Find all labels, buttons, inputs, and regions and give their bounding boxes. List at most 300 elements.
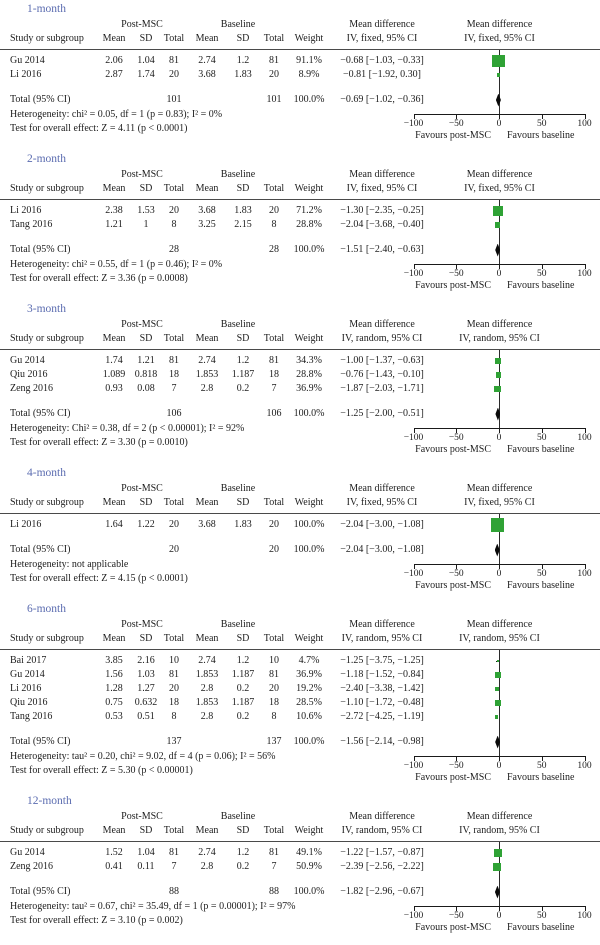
table-header-groups [10, 18, 438, 32]
baseline-sd [226, 543, 260, 557]
study-name: Qiu 2016 [10, 697, 48, 708]
baseline-total: 10 [269, 655, 279, 666]
group-label-baseline: Baseline [220, 19, 256, 30]
group-label-post-msc: Post-MSC [121, 319, 163, 330]
study-name: Total (95% CI) [10, 408, 71, 419]
column-header-study: Study or subgroup [10, 497, 84, 508]
overall-effect-note: Test for overall effect: Z = 4.11 (p < 0.0001) [10, 123, 188, 134]
column-header-sd1: SD [139, 497, 153, 508]
weight-value: 28.5% [296, 697, 322, 708]
baseline-mean: 2.8 [200, 861, 214, 872]
study-name: Gu 2014 [10, 355, 45, 366]
axis-tick-label: 100 [577, 433, 592, 443]
total-row [10, 885, 438, 899]
post-msc-mean: 1.64 [105, 519, 123, 530]
baseline-total: 7 [271, 383, 277, 394]
axis-tick-label: 50 [537, 269, 547, 279]
baseline-mean: 2.8 [200, 683, 214, 694]
forest-panel-3-month [0, 303, 600, 467]
column-header-mean2: Mean [195, 633, 219, 644]
baseline-total: 101 [266, 94, 282, 105]
favours-right-label: Favours baseline [507, 580, 575, 591]
plot-header-line1: Mean difference [466, 619, 533, 630]
heterogeneity-note: Heterogeneity: tau² = 0.20, chi² = 9.02, df = 4 (p = 0.06); I² = 56% [10, 751, 276, 762]
axis-tick-label: −100 [403, 269, 424, 279]
column-header-sd2: SD [236, 633, 250, 644]
mean-difference-ci: −2.40 [−3.38, −1.42] [340, 683, 424, 694]
study-row [10, 218, 438, 232]
axis-tick-label: −50 [448, 761, 464, 771]
post-msc-total: 81 [169, 55, 179, 66]
post-msc-total: 18 [169, 697, 179, 708]
group-label-post-msc: Post-MSC [121, 19, 163, 30]
post-msc-mean [96, 93, 132, 107]
study-name: Zeng 2016 [10, 383, 54, 394]
header-divider-line [0, 199, 600, 200]
baseline-mean: 2.74 [198, 847, 216, 858]
weight-value: 100.0% [293, 94, 325, 105]
weight-value: 10.6% [296, 711, 322, 722]
baseline-mean: 2.8 [200, 383, 214, 394]
post-msc-total: 8 [171, 711, 177, 722]
plot-header-line2: IV, fixed, 95% CI [464, 183, 535, 194]
table-header-columns [10, 824, 438, 838]
study-row [10, 382, 438, 396]
study-name: Gu 2014 [10, 55, 45, 66]
column-header-sd2: SD [236, 333, 250, 344]
study-name: Zeng 2016 [10, 861, 54, 872]
column-header-total1: Total [163, 497, 185, 508]
column-header-total2: Total [263, 497, 285, 508]
table-header-columns [10, 182, 438, 196]
group-label-baseline: Baseline [220, 619, 256, 630]
panel-heading: 3-month [27, 303, 66, 315]
group-label-post-msc: Post-MSC [121, 619, 163, 630]
baseline-total: 137 [266, 736, 282, 747]
group-label-baseline: Baseline [220, 483, 256, 494]
mean-difference-ci: −1.00 [−1.37, −0.63] [340, 355, 424, 366]
post-msc-sd: 0.818 [134, 369, 158, 380]
heterogeneity-note: Heterogeneity: chi² = 0.05, df = 1 (p = 0.83); I² = 0% [10, 109, 223, 120]
favours-left-label: Favours post-MSC [415, 444, 491, 455]
baseline-mean: 1.853 [195, 697, 219, 708]
plot-header-line2: IV, random, 95% CI [459, 333, 540, 344]
table-header-groups [10, 618, 438, 632]
baseline-mean: 3.68 [198, 205, 216, 216]
baseline-sd: 1.83 [234, 205, 252, 216]
table-header-groups [10, 482, 438, 496]
weight-value: 28.8% [296, 219, 322, 230]
baseline-mean: 1.853 [195, 369, 219, 380]
effect-size-square [493, 863, 501, 871]
baseline-total: 106 [266, 408, 282, 419]
post-msc-mean: 0.53 [105, 711, 123, 722]
column-header-study: Study or subgroup [10, 633, 84, 644]
post-msc-sd [132, 243, 160, 257]
panel-heading: 6-month [27, 603, 66, 615]
column-header-mean1: Mean [102, 183, 126, 194]
axis-tick-label: 50 [537, 119, 547, 129]
post-msc-total: 81 [169, 355, 179, 366]
column-header-sd1: SD [139, 333, 153, 344]
panel-heading: 4-month [27, 467, 66, 479]
panel-heading: 1-month [27, 3, 66, 15]
column-header-total2: Total [263, 183, 285, 194]
baseline-total: 18 [269, 369, 279, 380]
forest-panel-12-month [0, 795, 600, 945]
axis-tick-label: −50 [448, 911, 464, 921]
header-divider-line [0, 649, 600, 650]
baseline-mean [188, 735, 226, 749]
baseline-mean [188, 885, 226, 899]
column-header-study: Study or subgroup [10, 183, 84, 194]
column-header-total1: Total [163, 633, 185, 644]
axis-tick-label: 0 [496, 911, 502, 921]
study-name: Total (95% CI) [10, 94, 71, 105]
heterogeneity-note: Heterogeneity: chi² = 0.55, df = 1 (p = 0.46); I² = 0% [10, 259, 223, 270]
axis-tick-label: 100 [577, 911, 592, 921]
mean-difference-ci: −2.04 [−3.00, −1.08] [340, 519, 424, 530]
baseline-total: 28 [269, 244, 279, 255]
heterogeneity-note: Heterogeneity: not applicable [10, 559, 129, 570]
effect-size-square [492, 55, 504, 67]
column-header-total2: Total [263, 33, 285, 44]
mean-difference-ci: −1.18 [−1.52, −0.84] [340, 669, 424, 680]
baseline-mean: 3.25 [198, 219, 216, 230]
baseline-mean [188, 243, 226, 257]
total-row [10, 735, 438, 749]
axis-tick-label: −100 [403, 761, 424, 771]
effect-size-square [491, 518, 505, 532]
study-name: Gu 2014 [10, 847, 45, 858]
mean-difference-ci: −1.51 [−2.40, −0.63] [340, 244, 424, 255]
total-row [10, 93, 438, 107]
column-header-study: Study or subgroup [10, 825, 84, 836]
effect-size-square [494, 386, 500, 392]
axis-tick-label: 100 [577, 119, 592, 129]
baseline-total: 8 [271, 219, 277, 230]
baseline-sd [226, 885, 260, 899]
post-msc-mean: 0.75 [105, 697, 123, 708]
column-header-sd2: SD [236, 183, 250, 194]
favours-right-label: Favours baseline [507, 444, 575, 455]
mean-difference-ci: −1.25 [−2.00, −0.51] [340, 408, 424, 419]
column-header-effect-model: IV, random, 95% CI [341, 825, 423, 836]
favours-right-label: Favours baseline [507, 280, 575, 291]
column-header-mean-difference: Mean difference [349, 619, 415, 630]
study-row [10, 846, 438, 860]
study-row [10, 860, 438, 874]
plot-header-line2: IV, fixed, 95% CI [464, 33, 535, 44]
post-msc-mean: 1.28 [105, 683, 123, 694]
weight-value: 100.0% [293, 408, 325, 419]
column-header-mean1: Mean [102, 825, 126, 836]
baseline-total: 20 [269, 544, 279, 555]
overall-effect-note: Test for overall effect: Z = 5.30 (p < 0.00001) [10, 765, 193, 776]
effect-size-square [497, 73, 500, 76]
group-label-baseline: Baseline [220, 169, 256, 180]
weight-value: 49.1% [296, 847, 322, 858]
post-msc-total: 8 [171, 219, 177, 230]
post-msc-sd [132, 407, 160, 421]
mean-difference-ci: −0.81 [−1.92, 0.30] [343, 69, 421, 80]
post-msc-sd: 1.04 [137, 847, 155, 858]
study-row [10, 654, 438, 668]
mean-difference-ci: −1.56 [−2.14, −0.98] [340, 736, 424, 747]
post-msc-sd: 1.53 [137, 205, 155, 216]
post-msc-total: 81 [169, 847, 179, 858]
table-header-columns [10, 632, 438, 646]
baseline-mean: 1.853 [195, 669, 219, 680]
baseline-sd: 0.2 [236, 861, 250, 872]
column-header-weight: Weight [294, 497, 324, 508]
column-header-effect-model: IV, fixed, 95% CI [346, 497, 418, 508]
weight-value: 91.1% [296, 55, 322, 66]
mean-difference-ci: −0.68 [−1.03, −0.33] [340, 55, 424, 66]
column-header-weight: Weight [294, 183, 324, 194]
mean-difference-ci: −2.04 [−3.68, −0.40] [340, 219, 424, 230]
post-msc-total: 20 [169, 544, 179, 555]
post-msc-sd: 0.11 [137, 861, 155, 872]
post-msc-total: 106 [166, 408, 182, 419]
axis-tick-label: 0 [496, 433, 502, 443]
plot-header [404, 168, 595, 196]
post-msc-sd: 1.03 [137, 669, 155, 680]
weight-value: 100.0% [293, 886, 325, 897]
column-header-sd2: SD [236, 33, 250, 44]
baseline-sd: 0.2 [236, 383, 250, 394]
x-axis-line [414, 264, 586, 265]
column-header-mean-difference: Mean difference [349, 19, 415, 30]
weight-value: 34.3% [296, 355, 322, 366]
axis-tick-label: −100 [403, 569, 424, 579]
plot-header-line1: Mean difference [466, 483, 533, 494]
post-msc-total: 137 [166, 736, 182, 747]
baseline-sd: 1.83 [234, 519, 252, 530]
mean-difference-ci: −2.04 [−3.00, −1.08] [340, 544, 424, 555]
baseline-total: 81 [269, 55, 279, 66]
header-divider-line [0, 349, 600, 350]
forest-panel-6-month [0, 603, 600, 795]
baseline-mean: 3.68 [198, 519, 216, 530]
axis-tick-label: 100 [577, 761, 592, 771]
post-msc-sd [132, 735, 160, 749]
column-header-mean2: Mean [195, 825, 219, 836]
baseline-sd: 0.2 [236, 711, 250, 722]
column-header-sd2: SD [236, 825, 250, 836]
column-header-mean2: Mean [195, 33, 219, 44]
group-label-post-msc: Post-MSC [121, 811, 163, 822]
axis-tick-label: −50 [448, 269, 464, 279]
study-name: Total (95% CI) [10, 736, 71, 747]
study-row [10, 354, 438, 368]
mean-difference-ci: −0.76 [−1.43, −0.10] [340, 369, 424, 380]
study-row [10, 696, 438, 710]
post-msc-total: 20 [169, 683, 179, 694]
axis-tick-label: 100 [577, 269, 592, 279]
study-row [10, 54, 438, 68]
forest-panel-1-month [0, 3, 600, 153]
baseline-sd: 1.187 [231, 369, 255, 380]
post-msc-total: 7 [171, 861, 177, 872]
plot-header-line2: IV, fixed, 95% CI [464, 497, 535, 508]
column-header-mean1: Mean [102, 497, 126, 508]
favours-right-label: Favours baseline [507, 772, 575, 783]
post-msc-total: 18 [169, 369, 179, 380]
post-msc-sd: 0.632 [134, 697, 158, 708]
overall-effect-note: Test for overall effect: Z = 4.15 (p < 0.0001) [10, 573, 188, 584]
effect-size-square [497, 660, 500, 663]
header-divider-line [0, 513, 600, 514]
study-name: Bai 2017 [10, 655, 47, 666]
overall-effect-note: Test for overall effect: Z = 3.10 (p = 0.002) [10, 915, 183, 926]
baseline-total: 18 [269, 697, 279, 708]
post-msc-mean [96, 243, 132, 257]
post-msc-mean: 2.06 [105, 55, 123, 66]
post-msc-mean: 2.87 [105, 69, 123, 80]
weight-value: 50.9% [296, 861, 322, 872]
favours-left-label: Favours post-MSC [415, 922, 491, 933]
plot-header-line1: Mean difference [466, 19, 533, 30]
forest-panel-4-month [0, 467, 600, 603]
column-header-weight: Weight [294, 33, 324, 44]
study-name: Li 2016 [10, 683, 42, 694]
column-header-total1: Total [163, 33, 185, 44]
x-axis-line [414, 428, 586, 429]
axis-tick-label: 0 [496, 569, 502, 579]
axis-tick-label: −50 [448, 433, 464, 443]
effect-size-square [495, 358, 501, 364]
post-msc-sd: 2.16 [137, 655, 155, 666]
post-msc-total: 7 [171, 383, 177, 394]
weight-value: 19.2% [296, 683, 322, 694]
study-name: Tang 2016 [10, 219, 53, 230]
mean-difference-ci: −1.30 [−2.35, −0.25] [340, 205, 424, 216]
column-header-weight: Weight [294, 333, 324, 344]
column-header-total2: Total [263, 633, 285, 644]
baseline-mean [188, 543, 226, 557]
baseline-total: 20 [269, 69, 279, 80]
post-msc-total: 88 [169, 886, 179, 897]
post-msc-mean: 3.85 [105, 655, 123, 666]
axis-tick-label: 0 [496, 119, 502, 129]
column-header-mean1: Mean [102, 33, 126, 44]
post-msc-sd: 1.21 [137, 355, 155, 366]
post-msc-mean [96, 885, 132, 899]
baseline-total: 81 [269, 355, 279, 366]
study-name: Li 2016 [10, 519, 42, 530]
favours-left-label: Favours post-MSC [415, 580, 491, 591]
post-msc-sd: 0.51 [137, 711, 155, 722]
baseline-sd: 1.187 [231, 697, 255, 708]
post-msc-mean: 1.21 [105, 219, 123, 230]
post-msc-total: 20 [169, 519, 179, 530]
post-msc-sd: 1 [143, 219, 149, 230]
plot-header [404, 482, 595, 510]
post-msc-total: 28 [169, 244, 179, 255]
baseline-mean: 2.74 [198, 355, 216, 366]
baseline-mean: 2.8 [200, 711, 214, 722]
overall-effect-note: Test for overall effect: Z = 3.36 (p = 0.0008) [10, 273, 188, 284]
post-msc-total: 20 [169, 205, 179, 216]
post-msc-sd [132, 543, 160, 557]
column-header-mean-difference: Mean difference [349, 319, 415, 330]
axis-tick-label: −100 [403, 119, 424, 129]
mean-difference-ci: −1.22 [−1.57, −0.87] [340, 847, 424, 858]
study-row [10, 204, 438, 218]
total-row [10, 243, 438, 257]
column-header-study: Study or subgroup [10, 333, 84, 344]
baseline-total: 20 [269, 683, 279, 694]
baseline-sd [226, 407, 260, 421]
baseline-total: 20 [269, 519, 279, 530]
study-name: Tang 2016 [10, 711, 53, 722]
table-header-groups [10, 318, 438, 332]
column-header-total2: Total [263, 825, 285, 836]
mean-difference-ci: −2.39 [−2.56, −2.22] [340, 861, 424, 872]
post-msc-total: 101 [166, 94, 182, 105]
axis-tick-label: 50 [537, 433, 547, 443]
post-msc-sd: 1.27 [137, 683, 155, 694]
baseline-sd: 1.187 [231, 669, 255, 680]
study-name: Total (95% CI) [10, 544, 71, 555]
baseline-sd: 1.2 [236, 847, 250, 858]
weight-value: 100.0% [293, 736, 325, 747]
baseline-mean: 2.74 [198, 655, 216, 666]
effect-size-square [495, 715, 498, 718]
post-msc-mean: 1.56 [105, 669, 123, 680]
total-row [10, 407, 438, 421]
column-header-weight: Weight [294, 633, 324, 644]
plot-header-line1: Mean difference [466, 169, 533, 180]
baseline-sd [226, 735, 260, 749]
baseline-total: 7 [271, 861, 277, 872]
mean-difference-ci: −1.10 [−1.72, −0.48] [340, 697, 424, 708]
effect-size-square [494, 849, 502, 857]
baseline-mean: 3.68 [198, 69, 216, 80]
study-row [10, 68, 438, 82]
column-header-sd1: SD [139, 33, 153, 44]
plot-header [404, 618, 595, 646]
baseline-sd [226, 93, 260, 107]
study-name: Li 2016 [10, 205, 42, 216]
weight-value: 4.7% [298, 655, 320, 666]
post-msc-sd [132, 885, 160, 899]
column-header-effect-model: IV, random, 95% CI [341, 333, 423, 344]
overall-effect-note: Test for overall effect: Z = 3.30 (p = 0.0010) [10, 437, 188, 448]
column-header-study: Study or subgroup [10, 33, 84, 44]
baseline-mean: 2.74 [198, 55, 216, 66]
baseline-total: 88 [269, 886, 279, 897]
study-name: Li 2016 [10, 69, 42, 80]
weight-value: 28.8% [296, 369, 322, 380]
plot-header [404, 318, 595, 346]
table-header-groups [10, 168, 438, 182]
column-header-total1: Total [163, 825, 185, 836]
column-header-sd1: SD [139, 183, 153, 194]
effect-size-square [495, 222, 500, 227]
study-name: Total (95% CI) [10, 886, 71, 897]
weight-value: 100.0% [293, 519, 325, 530]
favours-right-label: Favours baseline [507, 130, 575, 141]
post-msc-mean: 2.38 [105, 205, 123, 216]
x-axis-line [414, 114, 586, 115]
table-header-groups [10, 810, 438, 824]
axis-tick-label: −50 [448, 569, 464, 579]
column-header-effect-model: IV, fixed, 95% CI [346, 33, 418, 44]
axis-tick-label: 50 [537, 569, 547, 579]
baseline-sd: 1.83 [234, 69, 252, 80]
